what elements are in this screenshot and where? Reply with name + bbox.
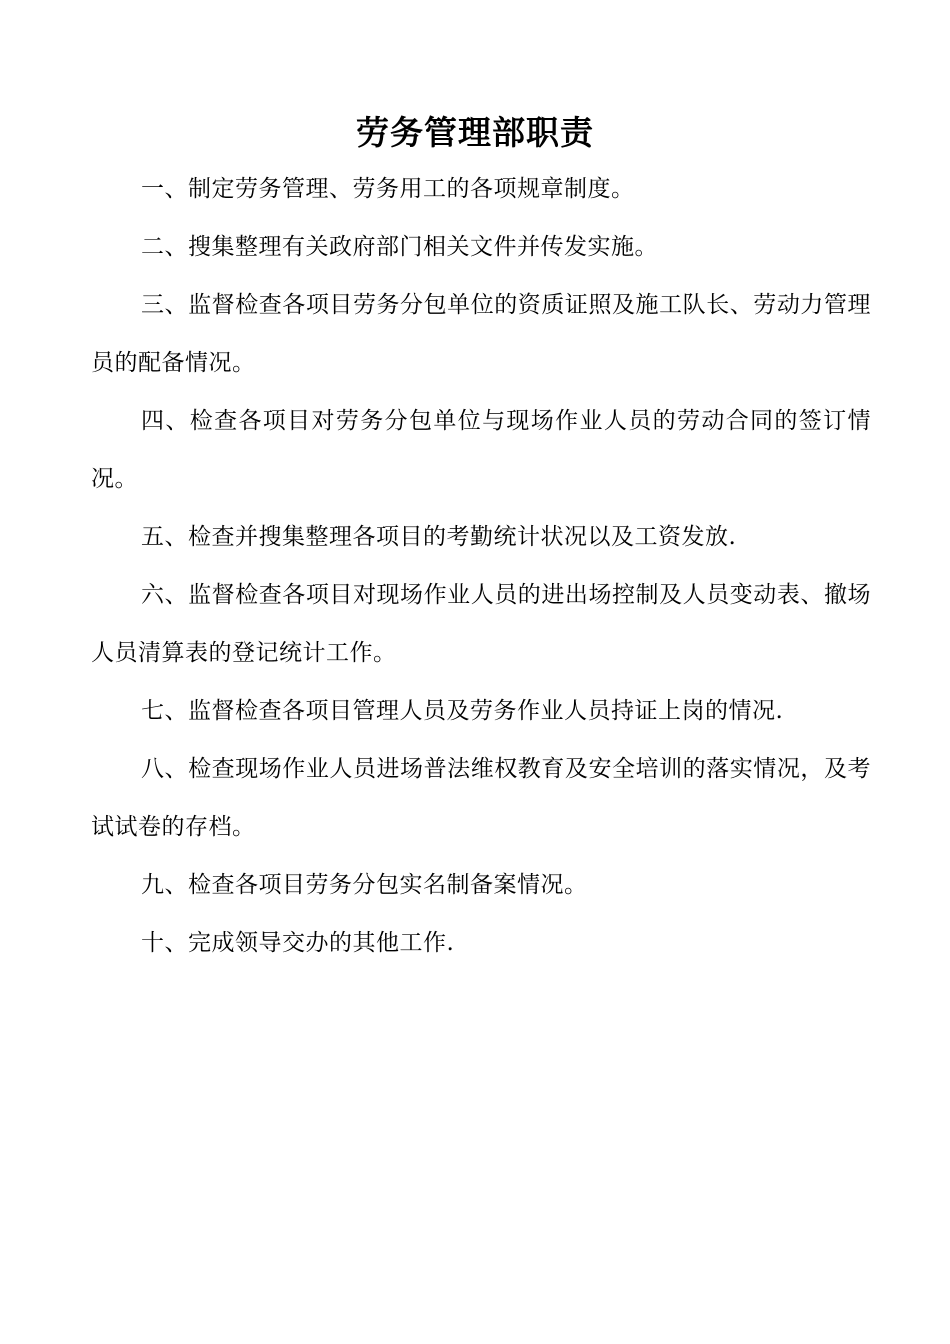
duty-item-8: 八、检查现场作业人员进场普法维权教育及安全培训的落实情况，及考试试卷的存档。: [91, 756, 871, 840]
duty-item-5: 五、检查并搜集整理各项目的考勤统计状况以及工资发放.: [141, 524, 737, 550]
duty-item-10: 十、完成领导交办的其他工作.: [141, 930, 455, 956]
duty-item-2: 二、搜集整理有关政府部门相关文件并传发实施。: [141, 234, 658, 260]
duty-item-7: 七、监督检查各项目管理人员及劳务作业人员持证上岗的情况.: [141, 698, 784, 724]
duty-list: [91, 160, 871, 972]
document-title: 劳务管理部职责: [356, 113, 594, 152]
duty-item-6: 六、监督检查各项目对现场作业人员的进出场控制及人员变动表、撤场人员清算表的登记统计工作。: [91, 582, 871, 666]
duty-item-3: 三、监督检查各项目劳务分包单位的资质证照及施工队长、劳动力管理员的配备情况。: [91, 292, 871, 376]
duty-item-1: 一、制定劳务管理、劳务用工的各项规章制度。: [141, 176, 635, 202]
duty-item-9: 九、检查各项目劳务分包实名制备案情况。: [141, 872, 588, 898]
duty-item-4: 四、检查各项目对劳务分包单位与现场作业人员的劳动合同的签订情况。: [91, 408, 871, 492]
